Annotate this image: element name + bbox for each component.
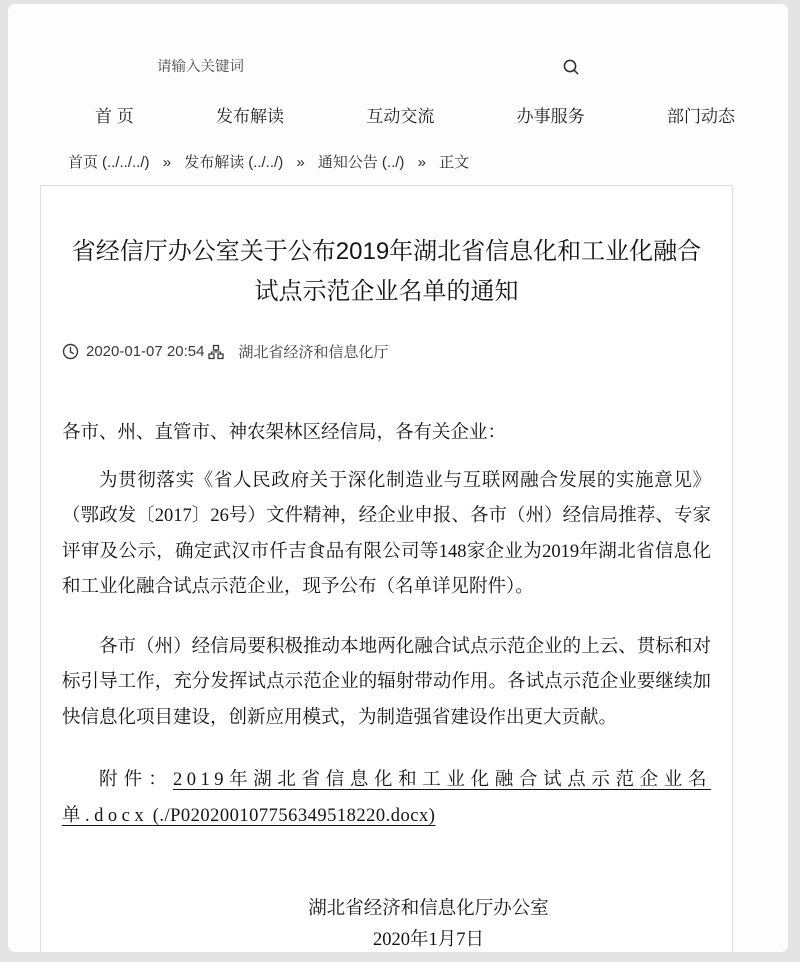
breadcrumb-label: 正文 (439, 154, 470, 171)
attachment-filename: 2019年湖北省信息化和工业化融合试点示范企业名单.docx (62, 770, 711, 826)
nav-item-release[interactable]: 发布解读 (216, 107, 285, 126)
page (8, 4, 788, 952)
search-input[interactable] (157, 59, 517, 75)
breadcrumb-separator: » (162, 154, 172, 171)
publish-source: 湖北省经济和信息化厅 (238, 344, 389, 361)
attachment-href: (./P020200107756349518220.docx) (152, 805, 436, 826)
breadcrumb-label: 发布解读 (184, 154, 245, 171)
breadcrumb-separator: » (417, 154, 426, 171)
attachment-label: 附件： (99, 770, 173, 790)
breadcrumb-label: 首页 (68, 154, 99, 171)
search-bar (157, 54, 582, 80)
nav-item-home[interactable]: 首 页 (95, 107, 134, 126)
article-title: 省经信厅办公室关于公布2019年湖北省信息化和工业化融合试点示范企业名单的通知 (71, 238, 702, 305)
breadcrumb-separator: » (296, 154, 305, 171)
breadcrumb-current (439, 154, 469, 171)
attachment-line (62, 763, 711, 834)
organization-icon (208, 344, 224, 360)
publish-datetime: 2020-01-07 20:54 (86, 343, 205, 360)
paragraph-body: 为贯彻落实《省人民政府关于深化制造业与互联网融合发展的实施意见》（鄂政发〔2017〕26号）文件精神，经企业申报、各市（州）经信局推荐、专家评审及公示，确定武汉市仟吉食品有限公司等148家企业为2019年湖北省信息化和工业化融合试点示范企业，现予公布（名单详见附件）。 (62, 470, 711, 597)
breadcrumb-notices[interactable] (318, 154, 405, 171)
signature-block (104, 894, 753, 952)
signature-org: 湖北省经济和信息化厅办公室 (308, 899, 549, 919)
nav-item-news[interactable]: 部门动态 (666, 107, 735, 126)
search-button[interactable] (560, 56, 582, 78)
breadcrumb-href: (../../) (248, 154, 284, 171)
signature-date: 2020年1月7日 (372, 930, 484, 950)
breadcrumb-release[interactable] (184, 154, 283, 171)
paragraph-salutation: 各市、州、直管市、神农架林区经信局，各有关企业： (62, 423, 507, 443)
article-container (40, 185, 733, 952)
article-body (62, 416, 711, 952)
nav-item-interact[interactable]: 互动交流 (366, 107, 435, 126)
paragraph-body: 各市（州）经信局要积极推动本地两化融合试点示范企业的上云、贯标和对标引导工作，充分发挥试点示范企业的辐射带动作用。各试点示范企业要继续加快信息化项目建设，创新应用模式，为制造强省建设作出更大贡献。 (62, 636, 711, 728)
breadcrumb-href: (../) (381, 154, 405, 171)
breadcrumb-label: 通知公告 (317, 154, 378, 171)
breadcrumb-home[interactable] (68, 154, 150, 171)
breadcrumb-href: (../../../) (102, 154, 150, 171)
breadcrumb (68, 151, 469, 172)
main-nav (95, 102, 735, 127)
nav-item-services[interactable]: 办事服务 (516, 107, 585, 126)
search-icon (562, 58, 580, 76)
article-meta (62, 341, 711, 362)
clock-icon (62, 343, 79, 360)
